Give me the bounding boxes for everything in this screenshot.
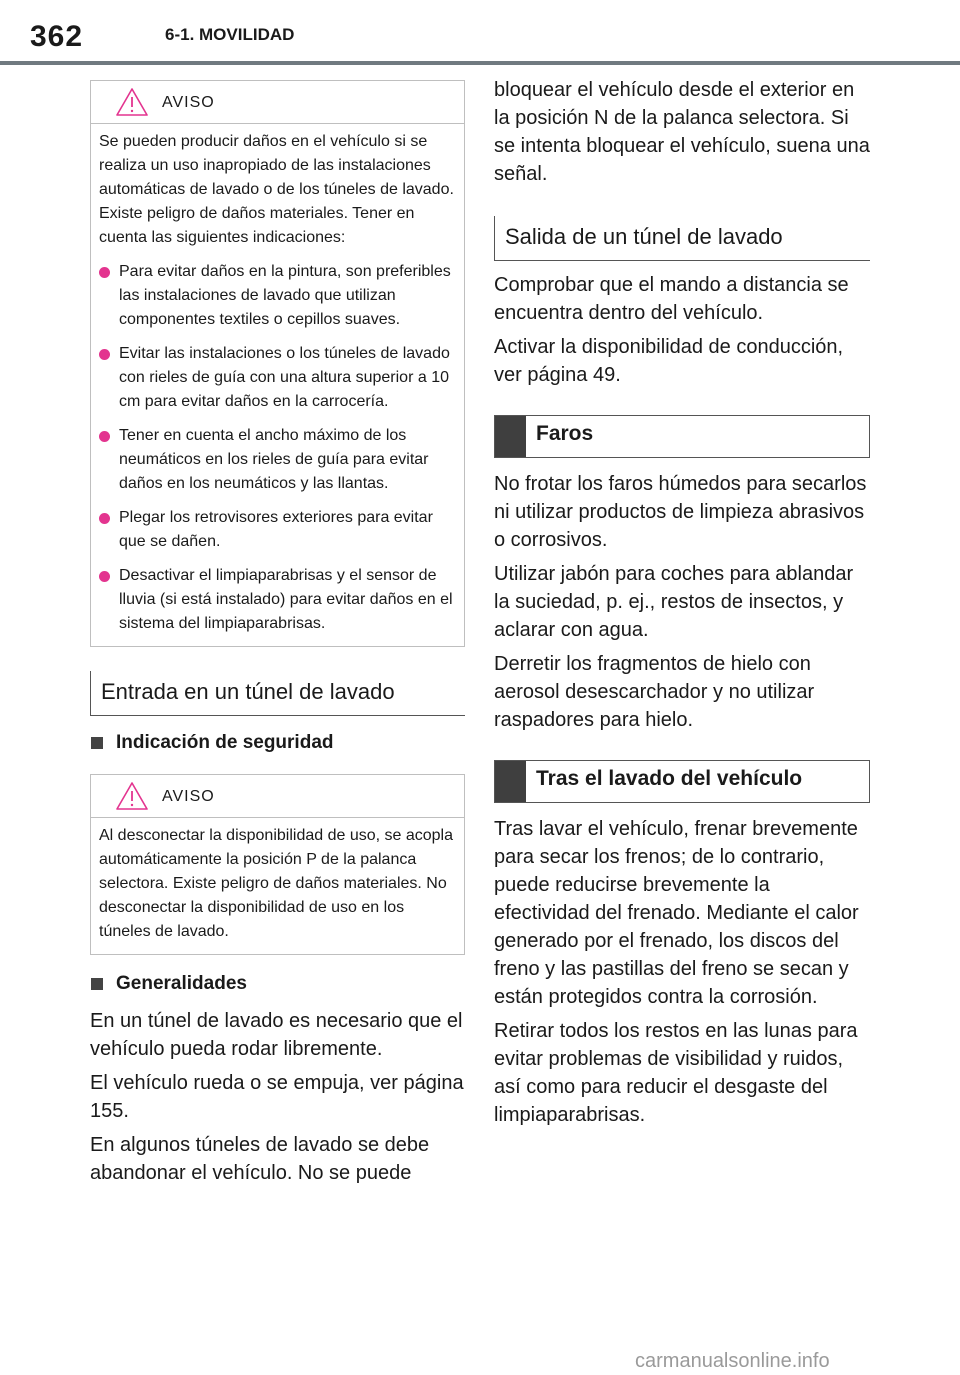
heading-exit [494,216,870,261]
bullet-text: Para evitar daños en la pintura, son preferibles las instalaciones de lavado que utilizan componentes textiles o cepillos suaves. [119,263,451,328]
warning-bullet [99,564,454,636]
after-wash-paragraph: Tras lavar el vehículo, frenar brevemente para secar los frenos; de lo contrario, puede reducirse brevemente la efectividad del frenado. Mediante el calor generado por el frenado, los discos del freno y las pastillas del freno se secan y están protegidos contra la corrosión. [494,818,859,1008]
bullet-dot-icon [99,571,110,582]
watermark: carmanualsonline.info [635,1350,830,1372]
warning-body [91,124,464,646]
bullet-dot-icon [99,267,110,278]
warning-title: AVISO [162,94,215,111]
heading-entry-text: Entrada en un túnel de lavado [101,679,395,704]
bullet-text: Evitar las instalaciones o los túneles de lavado con rieles de guía con una altura superior a 10 cm para evitar daños en la carrocería. [119,345,450,410]
warning-triangle-icon [115,87,149,117]
warning-body [91,818,464,954]
subheading-general [90,973,465,1001]
lights-paragraph: No frotar los faros húmedos para secarlos ni utilizar productos de limpieza abrasivos o corrosivos. [494,473,867,551]
header-divider [0,61,960,65]
section-title: 6-1. MOVILIDAD [165,25,295,44]
subheading-general-text: Generalidades [116,973,247,994]
bullet-dot-icon [99,349,110,360]
warning-text: Al desconectar la disponibilidad de uso, se acopla automáticamente la posición P de la palanca selectora. Existe peligro de daños materiales. No desconectar la disponibilidad de uso en los túneles de lavado. [99,827,454,940]
bullet-text: Desactivar el limpiaparabrisas y el sensor de lluvia (si está instalado) para evitar daños en el sistema del limpiaparabrisas. [119,567,453,632]
warning-bullet [99,424,454,496]
lights-paragraph: Utilizar jabón para coches para ablandar la suciedad, p. ej., restos de insectos, y aclarar con agua. [494,563,854,641]
warning-title: AVISO [162,788,215,805]
square-marker-icon [91,737,103,749]
heading-lights-text: Faros [536,422,594,445]
heading-after-wash [494,760,870,803]
exit-paragraph: Activar la disponibilidad de conducción, ver página 49. [494,336,844,386]
page-header [0,0,960,62]
right-column [494,76,870,1129]
after-wash-paragraph: Retirar todos los restos en las lunas para evitar problemas de visibilidad y ruidos, así como para reducir el desgaste del limpiaparabrisas. [494,1020,858,1126]
bullet-dot-icon [99,431,110,442]
heading-exit-text: Salida de un túnel de lavado [505,224,783,249]
left-column [90,80,465,1187]
bullet-text: Plegar los retrovisores exteriores para evitar que se dañen. [119,509,433,550]
square-marker-icon [91,978,103,990]
warning-header [91,775,464,818]
heading-entry [90,671,465,716]
subheading-safety-text: Indicación de seguridad [116,732,334,753]
subheading-safety [90,732,465,760]
heading-lights [494,415,870,458]
warning-intro: Se pueden producir daños en el vehículo si se realiza un uso inapropiado de las instalaciones automáticas de lavado o de los túneles de lavado. Existe peligro de daños materiales. Tener en cuenta las siguientes indicaciones: [99,133,454,246]
warning-bullet [99,260,454,332]
warning-box-cleaning [90,80,465,647]
exit-paragraph: Comprobar que el mando a distancia se encuentra dentro del vehículo. [494,274,849,324]
warning-bullet [99,506,454,554]
heading-after-wash-text: Tras el lavado del vehículo [536,767,803,790]
warning-header [91,81,464,124]
general-paragraph: En algunos túneles de lavado se debe abandonar el vehículo. No se puede [90,1134,430,1184]
warning-bullet [99,342,454,414]
bullet-dot-icon [99,513,110,524]
general-paragraph: En un túnel de lavado es necesario que el vehículo pueda rodar libremente. [90,1010,463,1060]
page-number: 362 [30,20,84,53]
heading-tab [495,761,526,802]
bullet-text: Tener en cuenta el ancho máximo de los neumáticos en los rieles de guía para evitar daños en los neumáticos y las llantas. [119,427,429,492]
heading-tab [495,416,526,457]
lights-paragraph: Derretir los fragmentos de hielo con aerosol desescarchador y no utilizar raspadores para hielo. [494,653,815,731]
warning-triangle-icon [115,781,149,811]
continuation-paragraph: bloquear el vehículo desde el exterior en la posición N de la palanca selectora. Si se intenta bloquear el vehículo, suena una señal. [494,79,870,185]
warning-box-selector [90,774,465,955]
general-paragraph: El vehículo rueda o se empuja, ver página 155. [90,1072,464,1122]
